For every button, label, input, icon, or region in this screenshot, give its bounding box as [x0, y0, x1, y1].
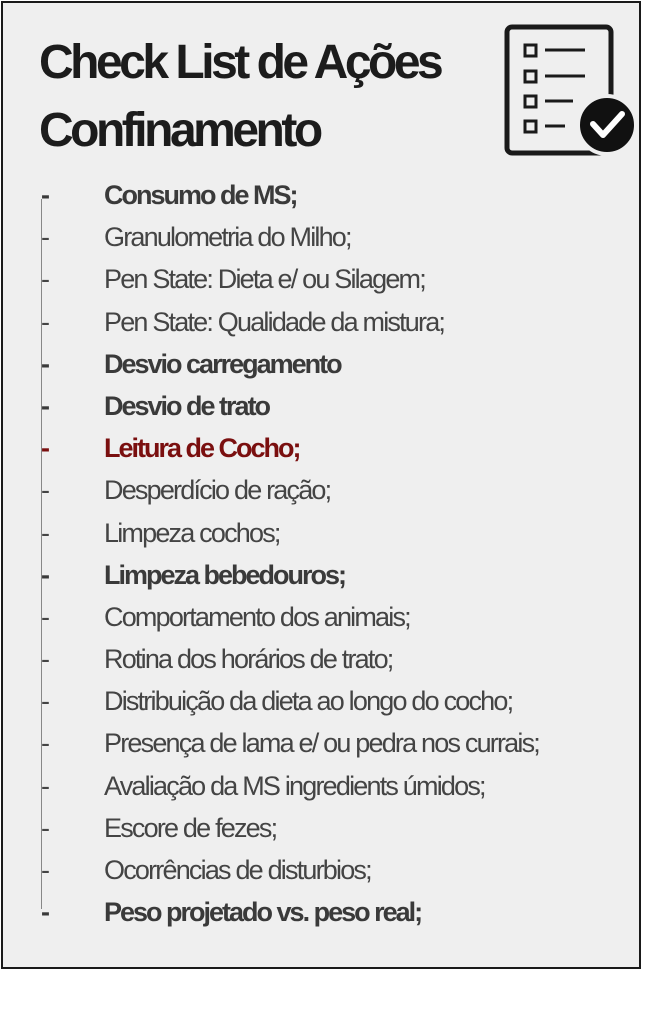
- list-item: [3, 680, 643, 722]
- list-item: [3, 469, 643, 511]
- list-item: [3, 638, 643, 680]
- list-item-text: Limpeza bebedouros;: [104, 559, 346, 590]
- bullet-dash: -: [41, 812, 49, 843]
- list-item-highlighted: [3, 427, 643, 469]
- list-item: [3, 807, 643, 849]
- bullet-dash: -: [41, 348, 48, 379]
- list-item: [3, 554, 643, 596]
- list-item-text: Comportamento dos animais;: [104, 601, 410, 632]
- bullet-dash: -: [41, 433, 48, 464]
- bullet-dash: -: [41, 686, 49, 717]
- list-item: [3, 596, 643, 638]
- list-item-text: Desvio carregamento: [104, 348, 341, 379]
- list-item: [3, 301, 643, 343]
- bullet-dash: -: [41, 601, 49, 632]
- list-item-text: Peso projetado vs. peso real;: [104, 897, 422, 928]
- list-item-text: Consumo de MS;: [104, 180, 297, 210]
- bullet-dash: -: [41, 180, 48, 210]
- bullet-dash: -: [41, 728, 49, 759]
- title-line-1: Check List de Ações: [39, 36, 441, 89]
- list-item-text: Leitura de Cocho;: [104, 433, 300, 464]
- list-item-text: Desvio de trato: [104, 390, 270, 421]
- list-item: [3, 174, 643, 216]
- bullet-dash: -: [41, 517, 49, 548]
- list-item: [3, 765, 643, 807]
- list-item-text: Avaliação da MS ingredients úmidos;: [104, 770, 485, 801]
- list-item-text: Granulometria do Milho;: [104, 222, 351, 253]
- list-item: [3, 849, 643, 891]
- list-item-text: Pen State: Dieta e/ ou Silagem;: [104, 264, 425, 295]
- list-item-text: Presença de lama e/ ou pedra nos currais;: [104, 728, 539, 759]
- list-item-text: Escore de fezes;: [104, 812, 277, 843]
- list-item-text: Desperdício de ração;: [104, 475, 331, 506]
- list-item-text: Rotina dos horários de trato;: [104, 644, 393, 675]
- checklist-card: [1, 1, 641, 969]
- list-item: [3, 512, 643, 554]
- bullet-dash: -: [41, 644, 49, 675]
- bullet-dash: -: [41, 264, 49, 295]
- list-item: [3, 258, 643, 300]
- bullet-dash: -: [41, 390, 48, 421]
- bullet-dash: -: [41, 306, 49, 337]
- list-item: [3, 722, 643, 764]
- list-item-text: Ocorrências de disturbios;: [104, 855, 371, 885]
- bullet-dash: -: [41, 475, 49, 506]
- list-item: [3, 343, 643, 385]
- list-item: [3, 216, 643, 258]
- list-item-text: Pen State: Qualidade da mistura;: [104, 306, 445, 337]
- bullet-dash: -: [41, 559, 48, 590]
- title-line-2: Confinamento: [39, 104, 320, 157]
- list-item: [3, 891, 643, 933]
- bullet-dash: -: [41, 222, 49, 253]
- list-item-text: Distribuição da dieta ao longo do cocho;: [104, 686, 513, 717]
- page-title: [39, 29, 440, 165]
- bullet-dash: -: [41, 897, 48, 928]
- bullet-dash: -: [41, 770, 49, 801]
- list-item: [3, 385, 643, 427]
- checklist-icon: [503, 23, 639, 159]
- bullet-dash: -: [41, 855, 49, 885]
- action-list: [3, 174, 643, 933]
- list-item-text: Limpeza cochos;: [104, 517, 280, 548]
